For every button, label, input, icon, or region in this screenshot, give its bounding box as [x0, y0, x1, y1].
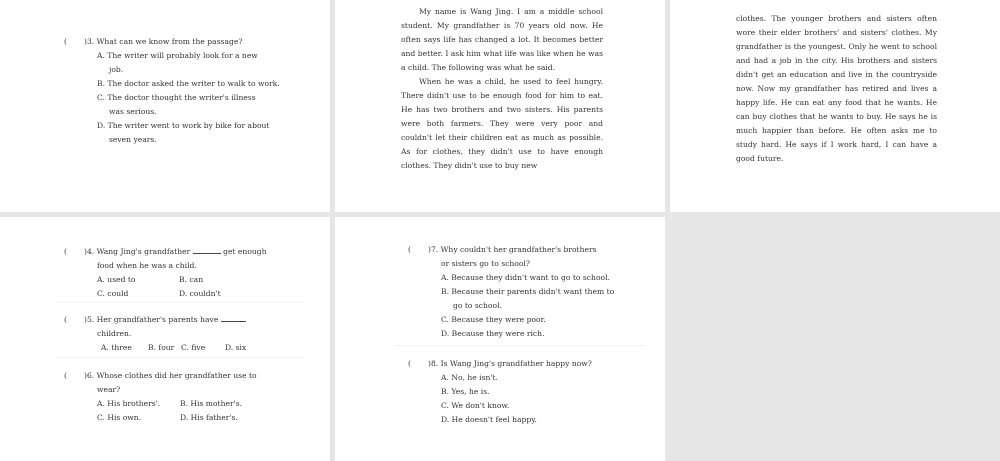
option-b[interactable]: B. Yes, he is.: [441, 387, 490, 396]
question-stem-cont: or sisters go to school?: [441, 259, 530, 268]
option-d[interactable]: D. His father's.: [180, 413, 238, 422]
option-a[interactable]: A. Because they didn't want to go to school.: [441, 273, 610, 282]
question-6: [64, 369, 257, 425]
option-a-cont: job.: [109, 65, 124, 74]
question-stem: )4. Wang Jing's grandfather: [84, 247, 191, 256]
blank-line[interactable]: [193, 253, 221, 254]
question-stem: )7. Why couldn't her grandfather's brothers: [428, 245, 597, 254]
passage-text-1: [401, 5, 603, 173]
panel-questions-7-8: [335, 217, 665, 461]
option-a[interactable]: A. used to: [97, 275, 136, 284]
question-stem: )3. What can we know from the passage?: [84, 37, 243, 46]
panel-passage-1: [335, 0, 665, 212]
option-c[interactable]: C. Because they were poor.: [441, 315, 546, 324]
option-c[interactable]: C. We don't know.: [441, 401, 510, 410]
answer-paren[interactable]: (: [408, 245, 411, 254]
divider: [55, 357, 305, 358]
option-d[interactable]: D. six: [225, 343, 247, 352]
answer-paren[interactable]: (: [64, 371, 67, 380]
option-c[interactable]: C. His own.: [97, 413, 142, 422]
question-7: [408, 243, 614, 341]
paragraph-1: My name is Wang Jing. I am a middle school student. My grandfather is 70 years old now. He often says life has changed a lot. It becomes better and better. I ask him what life was like when he was a child. The following was what he said.: [401, 7, 603, 72]
question-5: [64, 313, 246, 355]
option-c[interactable]: C. five: [181, 343, 206, 352]
option-c-cont: was serious.: [109, 107, 157, 116]
panel-passage-2: [670, 0, 1000, 212]
option-b[interactable]: B. His mother's.: [180, 399, 243, 408]
option-b-cont: go to school.: [453, 301, 502, 310]
question-stem-cont: food when he was a child.: [97, 261, 197, 270]
paragraph-2: When he was a child, he used to feel hungry. There didn't use to be enough food for him to eat. He has two brothers and two sisters. His parents were both farmers. They were very poor and couldn't let their children eat as much as possible. As for clothes, they didn't use to have enough clothes. They didn't use to buy new: [401, 77, 603, 170]
option-d[interactable]: D. The writer went to work by bike for about: [97, 121, 270, 130]
question-stem-cont: wear?: [97, 385, 121, 394]
option-d-cont: seven years.: [109, 135, 157, 144]
panel-question-3: [0, 0, 330, 212]
panel-questions-4-6: [0, 217, 330, 461]
option-b[interactable]: B. The doctor asked the writer to walk to work.: [97, 79, 280, 88]
divider: [395, 345, 645, 346]
option-b[interactable]: B. can: [179, 275, 204, 284]
option-b[interactable]: B. Because their parents didn't want them to: [441, 287, 615, 296]
option-a[interactable]: A. three: [101, 343, 132, 352]
passage-text-2: [736, 12, 937, 166]
option-d[interactable]: D. Because they were rich.: [441, 329, 545, 338]
option-d[interactable]: D. He doesn't feel happy.: [441, 415, 537, 424]
option-d[interactable]: D. couldn't: [179, 289, 221, 298]
question-stem: )5. Her grandfather's parents have: [84, 315, 219, 324]
question-8: [408, 357, 592, 427]
answer-paren[interactable]: (: [64, 37, 67, 46]
question-stem: )8. Is Wang Jing's grandfather happy now?: [428, 359, 592, 368]
option-b[interactable]: B. four: [148, 343, 175, 352]
answer-paren[interactable]: (: [64, 315, 67, 324]
option-a[interactable]: A. His brothers'.: [97, 399, 161, 408]
question-stem-cont: children.: [97, 329, 132, 338]
answer-paren[interactable]: (: [408, 359, 411, 368]
blank-line[interactable]: [221, 321, 246, 322]
option-c[interactable]: C. The doctor thought the writer's illness: [97, 93, 256, 102]
question-stem: )6. Whose clothes did her grandfather use to: [84, 371, 257, 380]
paragraph-3: clothes. The younger brothers and sisters often wore their elder brothers' and sisters' clothes. My grandfather is the youngest. Only he went to school and had a job in the city. His brothers and sisters didn't get an education and live in the countryside now. Now my grandfather has retired and lives a happy life. He can eat any food that he wants. He can buy clothes that he wants to buy. He says he is much happier than before. He often asks me to study hard. He says if I work hard, I can have a good future.: [736, 14, 937, 163]
answer-paren[interactable]: (: [64, 247, 67, 256]
divider: [55, 302, 305, 303]
question-4: [64, 245, 267, 301]
question-3: [64, 35, 280, 147]
question-stem-end: get enough: [223, 247, 267, 256]
option-a[interactable]: A. No, he isn't.: [441, 373, 498, 382]
option-a[interactable]: A. The writer will probably look for a new: [97, 51, 258, 60]
option-c[interactable]: C. could: [97, 289, 129, 298]
